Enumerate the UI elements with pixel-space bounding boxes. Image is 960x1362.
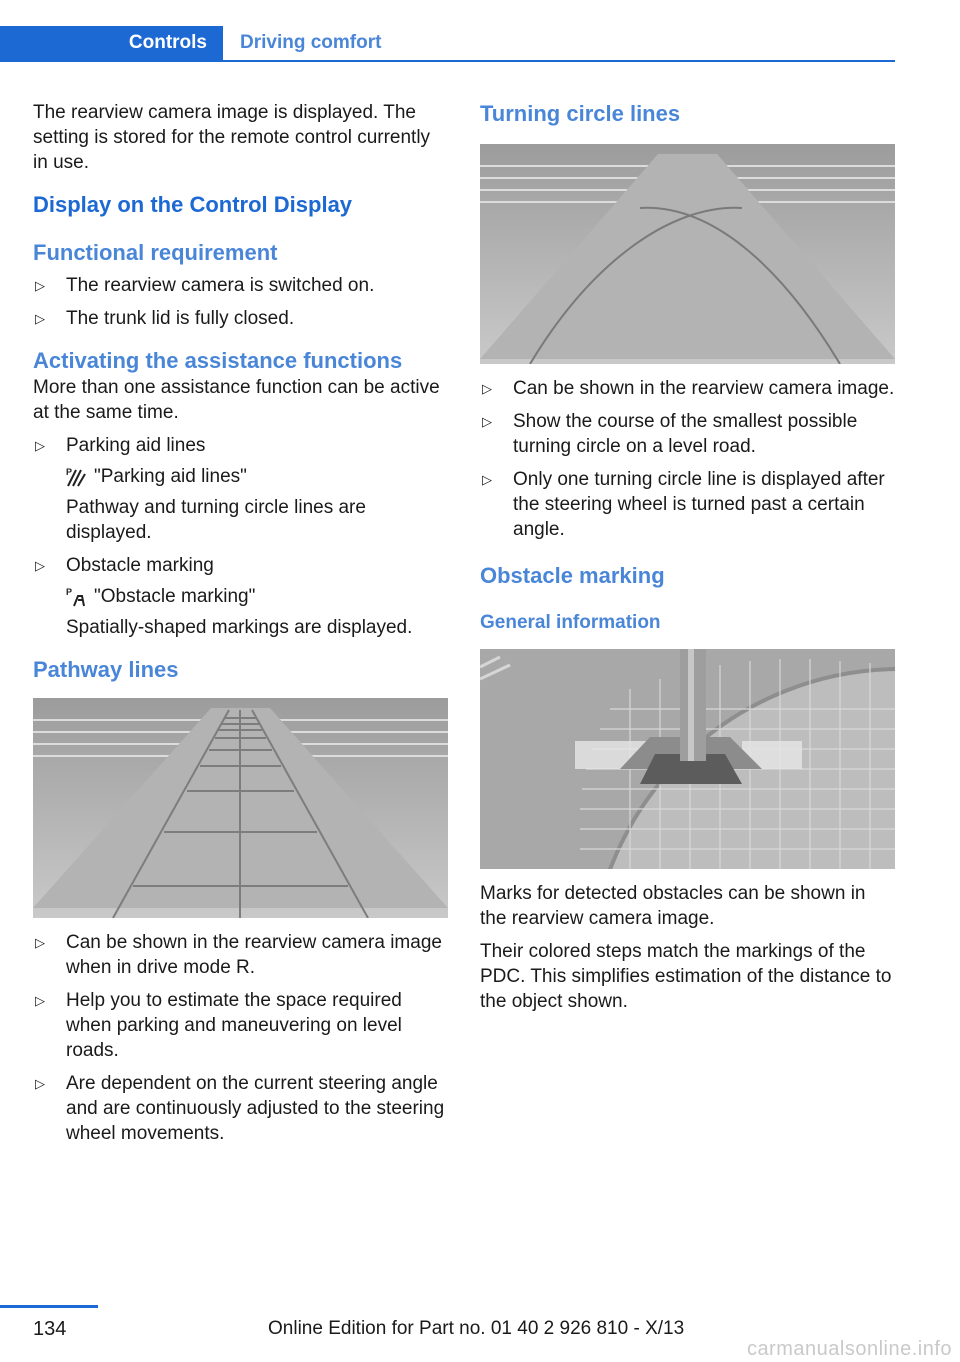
page-number: 134: [33, 1318, 67, 1340]
triangle-bullet-icon: ▷: [35, 438, 45, 453]
intro-paragraph: The rearview camera image is displayed. The setting is stored for the remote control currently in use.: [33, 102, 431, 173]
triangle-bullet-icon: ▷: [482, 414, 492, 429]
triangle-bullet-icon: ▷: [35, 278, 45, 293]
svg-text:P: P: [66, 466, 73, 477]
watermark: carmanualsonline.info: [746, 1338, 952, 1360]
pathway-list: [33, 930, 449, 1146]
functional-heading: Functional requirement: [33, 240, 278, 265]
list-item: ▷ Can be shown in the rearview camera image when in drive mode R.: [35, 932, 442, 978]
triangle-bullet-icon: ▷: [35, 558, 45, 573]
list-item: ▷ Are dependent on the current steering angle and are continuously adjusted to the steering wheel movements.: [35, 1073, 445, 1144]
activating-text: More than one assistance function can be active at the same time.: [33, 377, 440, 423]
triangle-bullet-icon: ▷: [35, 935, 45, 950]
header-rule: [0, 60, 895, 62]
obstacle-marking-figure: [480, 649, 895, 869]
pathway-heading: Pathway lines: [33, 657, 179, 682]
obstacle-marking-icon: [66, 586, 86, 608]
list-item: ▷ The trunk lid is fully closed.: [35, 308, 295, 329]
turning-circle-lines-figure: [480, 144, 895, 364]
display-heading: Display on the Control Display: [33, 192, 353, 217]
svg-text:P: P: [66, 586, 73, 597]
page-number-rule: [0, 1305, 98, 1308]
menu-item-obstacle-marking[interactable]: P "Obstacle marking": [66, 586, 256, 607]
obstacle-paragraph-2: Their colored steps match the markings of the PDC. This simplifies estimation of the distance to the object shown.: [480, 941, 892, 1012]
obstacle-heading: Obstacle marking: [480, 563, 665, 588]
triangle-bullet-icon: ▷: [35, 311, 45, 326]
list-item: ▷ Help you to estimate the space required when parking and maneuvering on level roads.: [35, 990, 402, 1061]
triangle-bullet-icon: ▷: [35, 1076, 45, 1091]
triangle-bullet-icon: ▷: [482, 381, 492, 396]
right-column: [480, 100, 896, 1022]
activating-heading: Activating the assistance functions: [33, 348, 403, 373]
triangle-bullet-icon: ▷: [35, 993, 45, 1008]
turning-heading: Turning circle lines: [480, 101, 681, 126]
chapter-tabbar: [0, 26, 895, 62]
turning-list: [480, 376, 896, 542]
pathway-lines-figure: [33, 698, 448, 918]
list-item: ▷ Only one turning circle line is displayed after the steering wheel is turned past a certain angle.: [482, 469, 885, 540]
menu-item-parking-aid-lines[interactable]: P "Parking aid lines": [66, 466, 247, 487]
list-item-obstacle-marking: ▷ Obstacle marking P "Obstacle marking" Spatially-shaped markings are displayed.: [33, 553, 449, 640]
left-column: [33, 100, 449, 1146]
edition-text: Online Edition for Part no. 01 40 2 926 810 - X/13: [268, 1318, 685, 1339]
triangle-bullet-icon: ▷: [482, 472, 492, 487]
general-info-heading: General information: [480, 612, 661, 633]
obstacle-paragraph-1: Marks for detected obstacles can be shown in the rearview camera image.: [480, 883, 866, 929]
assistance-list: [33, 433, 449, 640]
list-item: ▷ Show the course of the smallest possible turning circle on a level road.: [482, 411, 858, 457]
list-item-parking-aid: ▷ Parking aid lines P "Parking aid lines" Pathway and turning circle lines are displayed.: [33, 433, 449, 545]
list-item: ▷ The rearview camera is switched on.: [35, 275, 375, 296]
tab-driving-comfort[interactable]: Driving comfort: [240, 32, 382, 53]
tab-controls[interactable]: Controls: [0, 26, 223, 60]
list-item: ▷ Can be shown in the rearview camera image.: [482, 378, 895, 399]
functional-list: [33, 273, 449, 331]
parking-aid-lines-icon: [66, 466, 86, 488]
